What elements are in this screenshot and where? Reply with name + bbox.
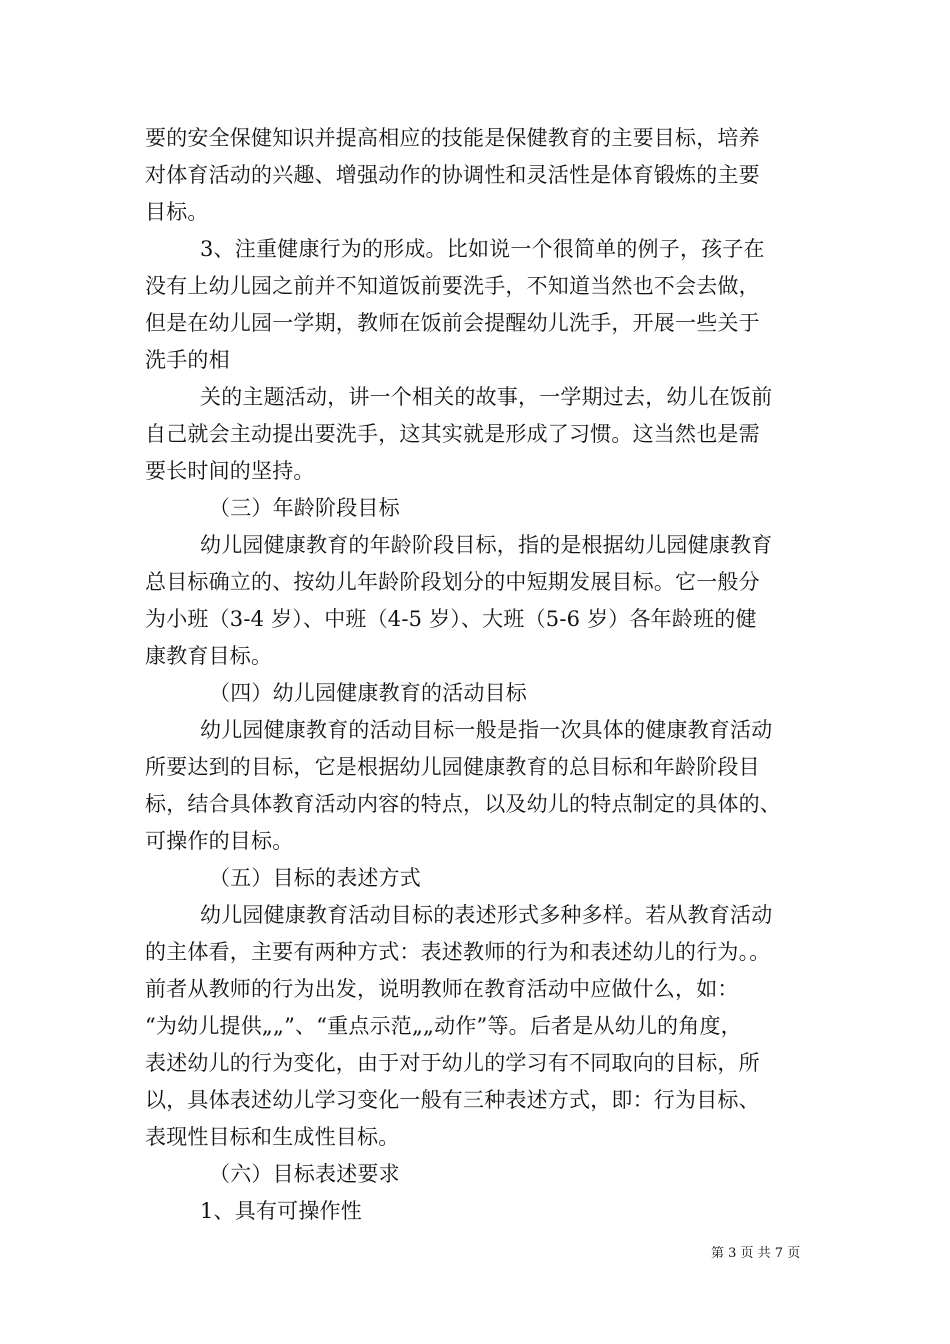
section-heading: （四）幼儿园健康教育的活动目标	[209, 681, 527, 705]
text-line: 目标。	[145, 200, 209, 224]
page-footer: 第 3 页 共 7 页	[711, 1246, 801, 1261]
text-line: 可操作的目标。	[145, 829, 294, 853]
section-heading: （六）目标表述要求	[209, 1162, 400, 1186]
text-line: 3、注重健康行为的形成。比如说一个很简单的例子，孩子在	[200, 237, 765, 261]
text-line: 对体育活动的兴趣、增强动作的协调性和灵活性是体育锻炼的主要	[145, 163, 760, 187]
text-line: 以，具体表述幼儿学习变化一般有三种表述方式，即：行为目标、	[145, 1088, 760, 1112]
text-line: 幼儿园健康教育的年龄阶段目标，指的是根据幼儿园健康教育	[200, 533, 773, 557]
text-line: 但是在幼儿园一学期，教师在饭前会提醒幼儿洗手，开展一些关于	[145, 311, 760, 335]
text-line: 标，结合具体教育活动内容的特点，以及幼儿的特点制定的具体的、	[145, 792, 781, 816]
text-line: 要长时间的坚持。	[145, 459, 315, 483]
text-line: 总目标确立的、按幼儿年龄阶段划分的中短期发展目标。它一般分	[145, 570, 760, 594]
text-line: 幼儿园健康教育的活动目标一般是指一次具体的健康教育活动	[200, 718, 773, 742]
text-line: 幼儿园健康教育活动目标的表述形式多种多样。若从教育活动	[200, 903, 773, 927]
text-line: 1、具有可操作性	[200, 1199, 362, 1223]
text-line: 表现性目标和生成性目标。	[145, 1125, 400, 1149]
section-heading: （三）年龄阶段目标	[209, 496, 400, 520]
text-line: 关的主题活动，讲一个相关的故事，一学期过去，幼儿在饭前	[200, 385, 773, 409]
text-line: 要的安全保健知识并提高相应的技能是保健教育的主要目标，培养	[145, 126, 760, 150]
text-line: 自己就会主动提出要洗手，这其实就是形成了习惯。这当然也是需	[145, 422, 760, 446]
text-line: 前者从教师的行为出发，说明教师在教育活动中应做什么，如：	[145, 977, 739, 1001]
text-line: 表述幼儿的行为变化，由于对于幼儿的学习有不同取向的目标，所	[145, 1051, 760, 1075]
text-line: “为幼儿提供„„”、“重点示范„„动作”等。后者是从幼儿的角度，	[145, 1014, 742, 1038]
section-heading: （五）目标的表述方式	[209, 866, 421, 890]
text-line: 康教育目标。	[145, 644, 273, 668]
text-line: 的主体看，主要有两种方式：表述教师的行为和表述幼儿的行为。。	[145, 940, 771, 964]
text-line: 洗手的相	[145, 348, 230, 372]
text-line: 为小班（3-4 岁）、中班（4-5 岁）、大班（5-6 岁）各年龄班的健	[145, 607, 757, 631]
text-line: 所要达到的目标，它是根据幼儿园健康教育的总目标和年龄阶段目	[145, 755, 760, 779]
text-line: 没有上幼儿园之前并不知道饭前要洗手，不知道当然也不会去做，	[145, 274, 760, 298]
